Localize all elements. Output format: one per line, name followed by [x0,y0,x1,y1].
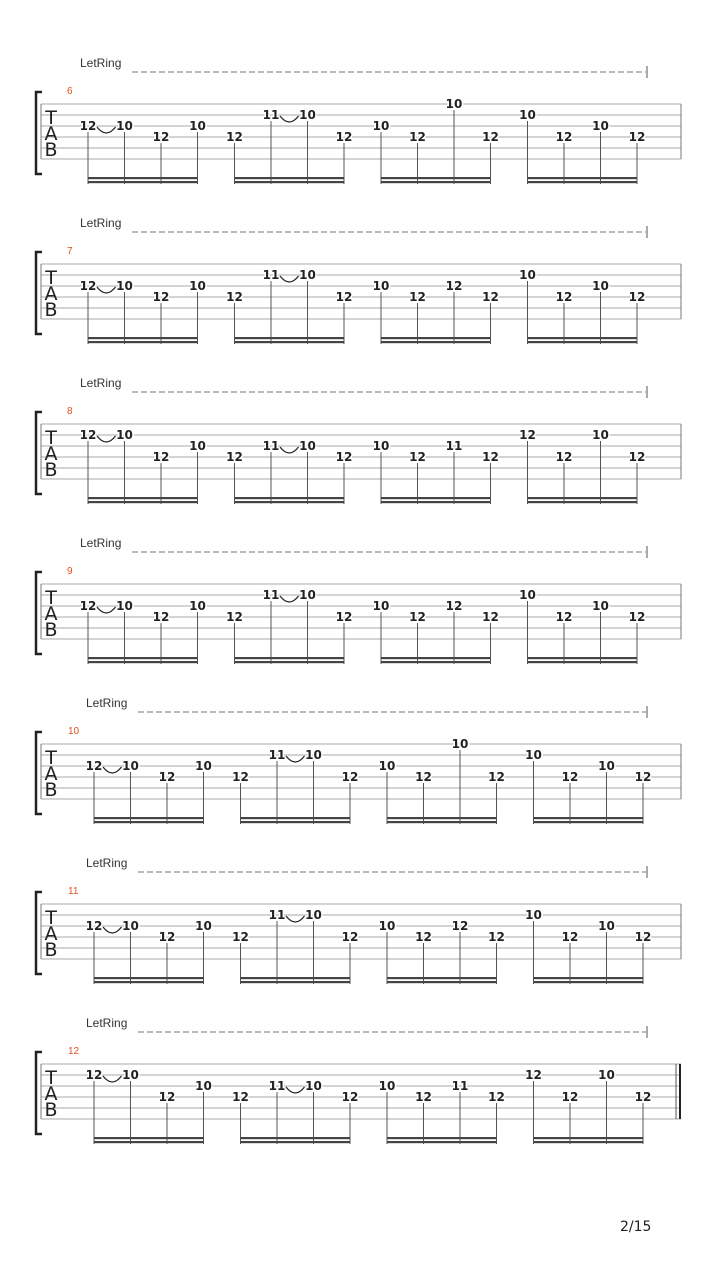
beam [381,337,491,339]
fret-number: 11 [262,439,280,453]
page-number: 2/15 [620,1219,652,1235]
fret-number: 12 [415,1090,432,1104]
beam [381,661,491,663]
beam [88,337,198,339]
beam [88,177,198,179]
fret-number: 12 [482,610,499,624]
let-ring-label: LetRing [80,376,122,390]
beam [88,661,198,663]
beam [88,497,198,499]
slur-arc [286,1087,305,1093]
fret-number: 10 [598,1068,615,1082]
fret-number: 11 [262,108,280,122]
fret-number: 12 [488,1090,505,1104]
fret-number: 12 [226,450,243,464]
fret-number: 10 [592,428,609,442]
fret-number: 12 [628,130,646,144]
fret-number: 10 [189,119,206,133]
fret-number: 11 [262,588,280,602]
fret-number: 10 [195,1079,212,1093]
fret-number: 12 [79,119,97,133]
beam [235,501,345,503]
beam [94,817,204,819]
beam [387,981,497,983]
beam [528,657,638,659]
measure-number: 11 [68,886,79,897]
tab-clef-letter: T [45,107,57,129]
fret-number: 10 [372,439,390,453]
beam [235,661,345,663]
fret-number: 12 [226,290,243,304]
beam [381,657,491,659]
fret-number: 10 [451,737,469,751]
fret-number: 12 [341,770,359,784]
fret-number: 12 [335,290,353,304]
fret-number: 12 [445,279,463,293]
fret-number: 12 [79,599,97,613]
measure-number: 8 [67,406,73,417]
beam [528,661,638,663]
beam [534,817,644,819]
fret-number: 12 [488,930,505,944]
fret-number: 10 [299,108,316,122]
let-ring-label: LetRing [86,1016,128,1030]
fret-number: 10 [122,759,139,773]
fret-number: 12 [482,290,499,304]
beam [528,337,638,339]
fret-number: 12 [409,610,426,624]
beam [94,1137,204,1139]
fret-number: 10 [598,919,615,933]
beam [528,497,638,499]
fret-number: 10 [116,279,133,293]
tab-clef-letter: A [44,443,58,465]
let-ring-label: LetRing [86,856,128,870]
fret-number: 12 [628,450,646,464]
tab-clef-letter: A [44,283,58,305]
tab-system-8 [36,376,681,504]
beam [381,501,491,503]
beam [241,821,351,823]
fret-number: 12 [561,930,579,944]
fret-number: 10 [372,119,390,133]
beam [241,977,351,979]
tab-clef-letter: A [44,123,58,145]
fret-number: 11 [268,748,286,762]
fret-number: 10 [299,439,316,453]
beam [94,981,204,983]
fret-number: 12 [525,1068,542,1082]
slur-arc [103,767,122,773]
fret-number: 12 [85,759,103,773]
fret-number: 12 [232,930,249,944]
fret-number: 12 [341,930,359,944]
beam [534,1141,644,1143]
fret-number: 12 [451,919,469,933]
tab-system-6 [36,56,681,184]
fret-number: 12 [634,770,652,784]
fret-number: 12 [226,130,243,144]
measure-number: 6 [67,86,73,97]
beam [381,341,491,343]
beam [528,341,638,343]
beam [534,977,644,979]
fret-number: 11 [445,439,463,453]
beam [88,181,198,183]
slur-arc [280,116,299,122]
beam [235,657,345,659]
fret-number: 12 [152,450,170,464]
beam [94,977,204,979]
tab-clef-letter: T [45,267,57,289]
tab-clef-letter: B [44,619,58,641]
measure-number: 7 [67,246,73,257]
fret-number: 10 [445,97,463,111]
fret-number: 12 [152,130,170,144]
slur-arc [97,607,116,613]
fret-number: 10 [299,588,316,602]
beam [241,981,351,983]
beam [534,981,644,983]
fret-number: 12 [555,290,573,304]
beam [381,181,491,183]
fret-number: 10 [525,908,542,922]
let-ring-label: LetRing [80,536,122,550]
fret-number: 12 [335,450,353,464]
fret-number: 12 [409,450,426,464]
fret-number: 12 [79,279,97,293]
tab-clef-letter: B [44,459,58,481]
slur-arc [280,596,299,602]
beam [94,821,204,823]
fret-number: 10 [305,908,322,922]
fret-number: 12 [628,610,646,624]
beam [235,181,345,183]
beam [88,341,198,343]
beam [241,1141,351,1143]
fret-number: 12 [232,770,249,784]
slur-arc [286,916,305,922]
tab-clef-letter: T [45,427,57,449]
tab-clef-letter: B [44,139,58,161]
fret-number: 12 [85,919,103,933]
fret-number: 10 [122,1068,139,1082]
fret-number: 12 [226,610,243,624]
fret-number: 12 [628,290,646,304]
tab-system-10 [36,696,681,824]
fret-number: 12 [561,1090,579,1104]
slur-arc [97,287,116,293]
beam [528,501,638,503]
beam [387,977,497,979]
fret-number: 12 [158,930,176,944]
fret-number: 10 [372,279,390,293]
fret-number: 10 [592,599,609,613]
fret-number: 10 [116,599,133,613]
fret-number: 10 [116,119,133,133]
beam [235,497,345,499]
beam [235,177,345,179]
fret-number: 11 [268,1079,286,1093]
beam [387,1141,497,1143]
fret-number: 11 [268,908,286,922]
tab-clef-letter: T [45,587,57,609]
beam [387,821,497,823]
fret-number: 12 [415,770,432,784]
fret-number: 12 [445,599,463,613]
fret-number: 12 [152,290,170,304]
fret-number: 12 [482,130,499,144]
tab-clef-letter: B [44,939,58,961]
fret-number: 10 [305,748,322,762]
fret-number: 12 [335,130,353,144]
fret-number: 10 [195,919,212,933]
fret-number: 12 [85,1068,103,1082]
fret-number: 12 [152,610,170,624]
beam [88,657,198,659]
tab-clef-letter: A [44,603,58,625]
fret-number: 11 [262,268,280,282]
tab-system-7 [36,216,681,344]
fret-number: 12 [409,130,426,144]
fret-number: 12 [79,428,97,442]
fret-number: 12 [158,770,176,784]
tab-clef-letter: B [44,779,58,801]
tab-clef-letter: A [44,923,58,945]
slur-arc [280,447,299,453]
fret-number: 10 [378,759,396,773]
fret-number: 12 [415,930,432,944]
fret-number: 12 [341,1090,359,1104]
tab-clef-letter: T [45,1067,57,1089]
fret-number: 10 [305,1079,322,1093]
fret-number: 10 [592,279,609,293]
fret-number: 10 [519,588,536,602]
fret-number: 10 [122,919,139,933]
fret-number: 10 [378,1079,396,1093]
fret-number: 10 [189,439,206,453]
beam [528,177,638,179]
measure-number: 9 [67,566,73,577]
fret-number: 12 [555,610,573,624]
fret-number: 10 [189,599,206,613]
slur-arc [103,1076,122,1082]
fret-number: 12 [232,1090,249,1104]
beam [534,1137,644,1139]
tab-clef-letter: B [44,299,58,321]
fret-number: 10 [299,268,316,282]
tab-clef-letter: B [44,1099,58,1121]
measure-number: 10 [68,726,80,737]
tab-system-9 [36,536,681,664]
fret-number: 10 [189,279,206,293]
beam [387,817,497,819]
beam [241,817,351,819]
fret-number: 12 [555,450,573,464]
slur-arc [97,436,116,442]
fret-number: 10 [116,428,133,442]
fret-number: 10 [378,919,396,933]
slur-arc [97,127,116,133]
tab-clef-letter: A [44,763,58,785]
fret-number: 12 [634,1090,652,1104]
fret-number: 10 [525,748,542,762]
beam [88,501,198,503]
fret-number: 12 [409,290,426,304]
fret-number: 12 [634,930,652,944]
beam [235,337,345,339]
fret-number: 10 [195,759,212,773]
fret-number: 10 [519,108,536,122]
fret-number: 10 [598,759,615,773]
tab-clef-letter: T [45,747,57,769]
slur-arc [280,276,299,282]
tab-system-11 [36,856,681,984]
fret-number: 10 [372,599,390,613]
slur-arc [286,756,305,762]
let-ring-label: LetRing [80,56,122,70]
fret-number: 12 [482,450,499,464]
beam [528,181,638,183]
slur-arc [103,927,122,933]
fret-number: 12 [555,130,573,144]
fret-number: 12 [561,770,579,784]
beam [241,1137,351,1139]
tab-system-12 [36,1016,681,1144]
let-ring-label: LetRing [86,696,128,710]
fret-number: 12 [519,428,536,442]
fret-number: 12 [488,770,505,784]
beam [534,821,644,823]
fret-number: 12 [335,610,353,624]
fret-number: 10 [519,268,536,282]
fret-number: 11 [451,1079,469,1093]
beam [94,1141,204,1143]
fret-number: 12 [158,1090,176,1104]
tab-clef-letter: A [44,1083,58,1105]
beam [381,177,491,179]
fret-number: 10 [592,119,609,133]
let-ring-label: LetRing [80,216,122,230]
beam [387,1137,497,1139]
tab-clef-letter: T [45,907,57,929]
beam [235,341,345,343]
beam [381,497,491,499]
measure-number: 12 [68,1046,80,1057]
